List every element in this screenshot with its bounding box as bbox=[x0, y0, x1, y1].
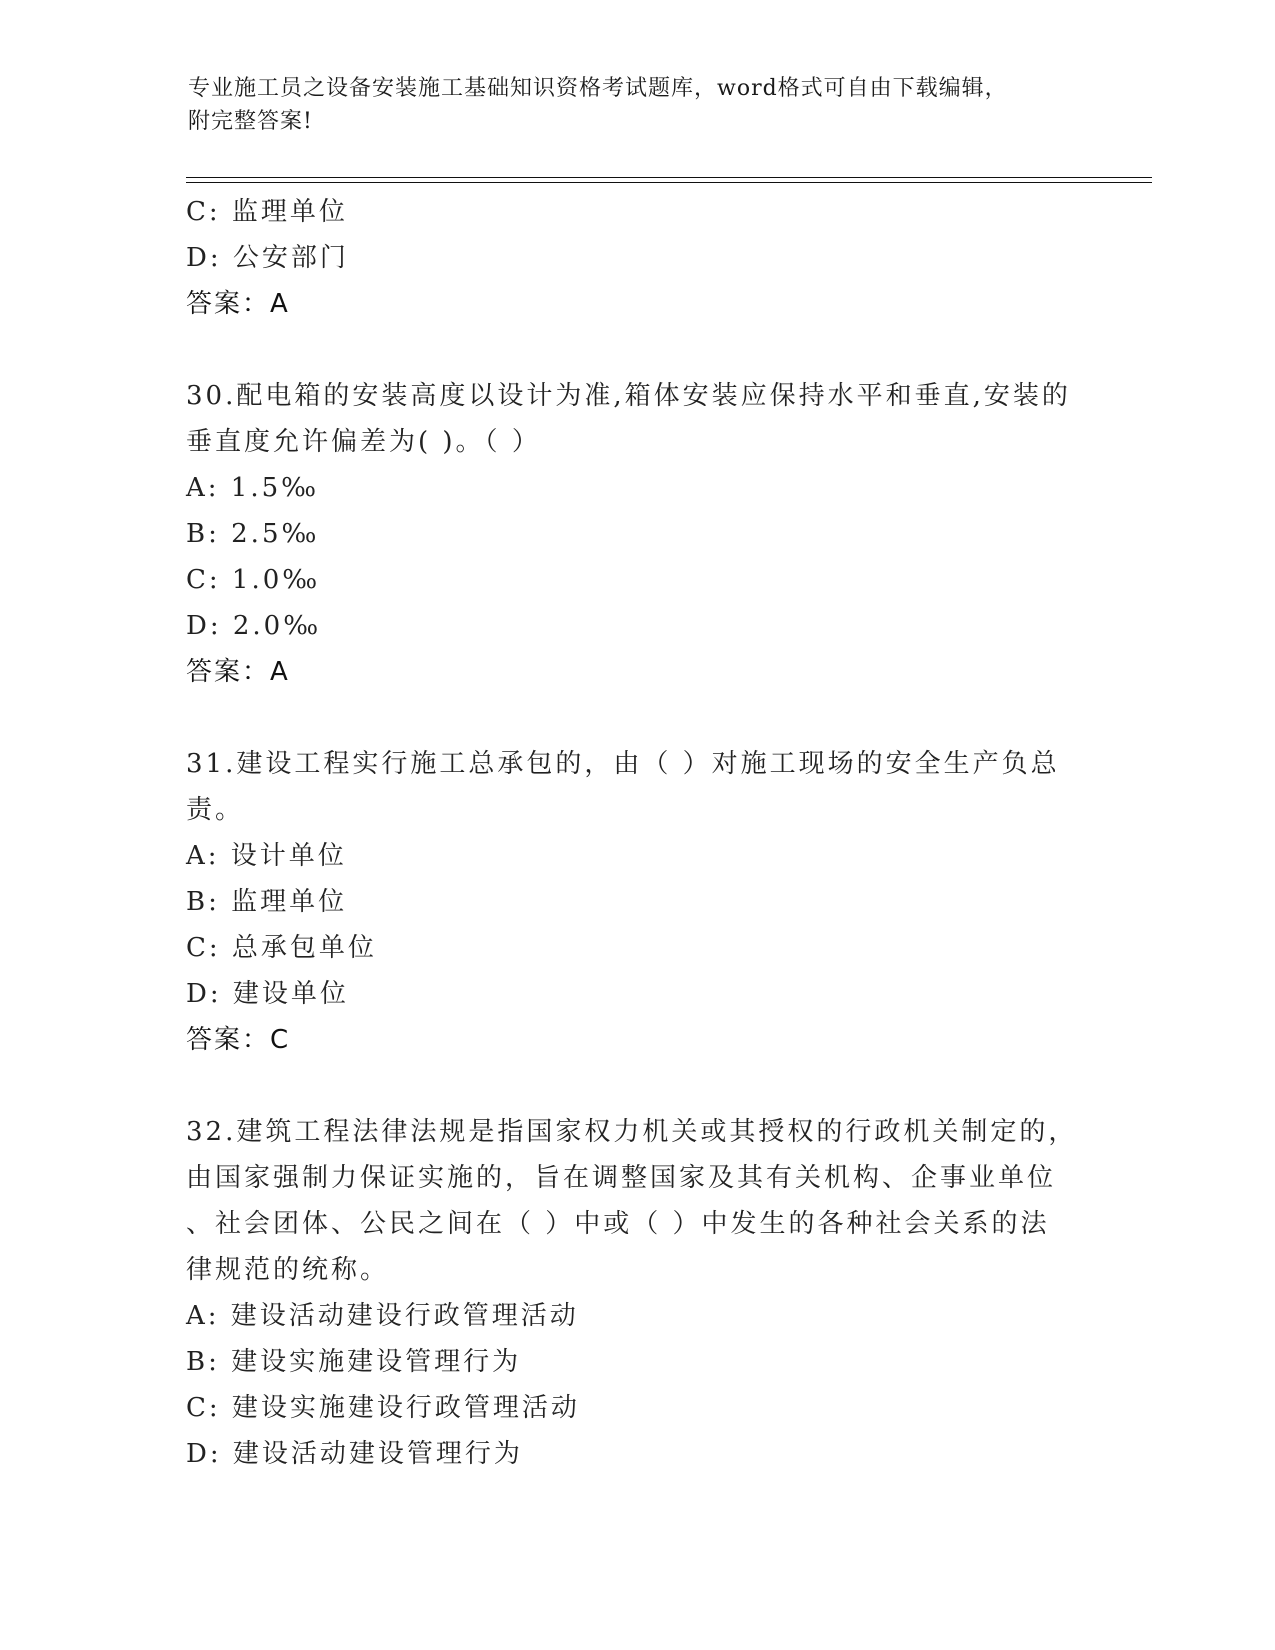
option-b: B: 2.5‰ bbox=[186, 519, 320, 549]
spacer bbox=[186, 327, 1086, 373]
spacer bbox=[186, 695, 1086, 741]
header-rule-top bbox=[186, 177, 1152, 178]
answer-line: 答案：A bbox=[186, 657, 290, 687]
option-c: C: 监理单位 bbox=[186, 197, 348, 227]
option-d: D: 公安部门 bbox=[186, 243, 349, 273]
option-d: D: 建设活动建设管理行为 bbox=[186, 1439, 523, 1469]
question-stem: 垂直度允许偏差为( )。（ ） bbox=[186, 427, 541, 457]
option-b: B: 监理单位 bbox=[186, 887, 348, 917]
question-stem: 32.建筑工程法律法规是指国家权力机关或其授权的行政机关制定的， bbox=[186, 1117, 1078, 1147]
question-stem: 、社会团体、公民之间在（ ）中或（ ）中发生的各种社会关系的法 bbox=[186, 1209, 1050, 1239]
option-c: C: 1.0‰ bbox=[186, 565, 321, 595]
answer-line: 答案：C bbox=[186, 1025, 291, 1055]
header-line-2: 附完整答案! bbox=[188, 109, 313, 134]
question-stem: 律规范的统称。 bbox=[186, 1255, 390, 1285]
option-c: C: 建设实施建设行政管理活动 bbox=[186, 1393, 580, 1423]
document-header bbox=[188, 72, 1068, 138]
question-stem: 30.配电箱的安装高度以设计为准,箱体安装应保持水平和垂直,安装的 bbox=[186, 381, 1071, 411]
question-stem: 31.建设工程实行施工总承包的，由（ ）对施工现场的安全生产负总 bbox=[186, 749, 1060, 779]
option-d: D: 2.0‰ bbox=[186, 611, 322, 641]
option-a: A: 建设活动建设行政管理活动 bbox=[186, 1301, 579, 1331]
option-c: C: 总承包单位 bbox=[186, 933, 377, 963]
header-line-1: 专业施工员之设备安装施工基础知识资格考试题库，word格式可自由下载编辑， bbox=[188, 76, 1008, 101]
question-list bbox=[186, 189, 1086, 1477]
option-a: A: 1.5‰ bbox=[186, 473, 320, 503]
answer-line: 答案：A bbox=[186, 289, 290, 319]
header-rule-bottom bbox=[186, 182, 1152, 183]
option-a: A: 设计单位 bbox=[186, 841, 347, 871]
spacer bbox=[186, 1063, 1086, 1109]
question-stem: 由国家强制力保证实施的，旨在调整国家及其有关机构、企事业单位 bbox=[186, 1163, 1057, 1193]
option-d: D: 建设单位 bbox=[186, 979, 349, 1009]
option-b: B: 建设实施建设管理行为 bbox=[186, 1347, 522, 1377]
question-stem: 责。 bbox=[186, 795, 245, 825]
